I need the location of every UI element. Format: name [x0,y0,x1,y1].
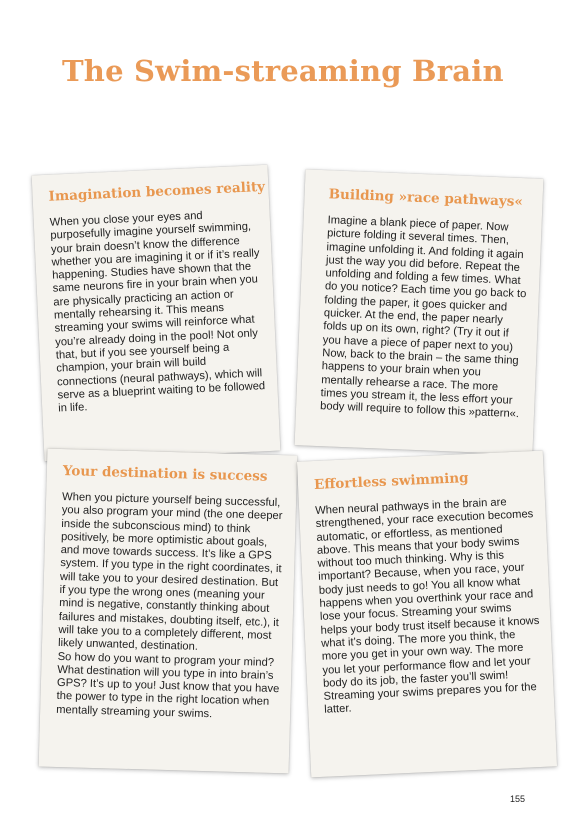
note-card-destination [39,449,298,774]
card-title: Building »race pathways« [328,186,524,211]
note-card-imagination [32,165,281,461]
card-body [50,207,269,416]
page-number: 155 [510,794,526,804]
card-paragraph: When neural pathways in the brain are strengthened, your race execution becomes automatic, or effortless, as mentioned above. This means that your body swims without too much thinking. Why is this important? Because, when you race, your body just needs to go! You all know what happens when you overthink your race and lose your focus. Streaming your swims helps your body trust itself because it knows what it’s doing. The more you think, the more you get in your own way. The more you let your performance flow and let your body do its job, the faster you’ll swim! Streaming your swims prepares you for the latter. [314,496,540,717]
card-paragraph: Imagine a blank piece of paper. Now picture folding it several times. Then, imagine unfolding it. And folding it again just the way you did before. Repeat the unfolding and folding a few times. What do you notice? Each time you go back to folding the paper, it goes quicker and quicker. At the end, the paper nearly folds up on its own, right? (Try it out if you have a piece of paper next to you) Now, back to the brain – the same thing happens to your brain when you mentally rehearse a race. The more times you stream it, the less effort your body will require to follow this »pattern«. [319,214,527,421]
page-title: The Swim-streaming Brain [62,54,504,88]
card-paragraph: When you picture yourself being successful, you also program your mind (the one deeper inside the subconscious mind) to think positively, be more optimistic about goals, and move towards success. It’s like a GPS system. If you type in the right coordinates, it will take you to your desired destination. But if you type the wrong ones (meaning your mind is negative, constantly thinking about failures and mistakes, doubting itself, etc.), it will take you to a completely different, most likely unwanted, destination. [57,491,283,654]
card-body [320,214,530,421]
note-card-race-pathways [295,169,544,454]
card-body [56,491,286,723]
card-paragraph: So how do you want to program your mind? What destination will you type in into brain’s GPS? It’s up to you! Just know that you have the power to type in the right location when mentally streaming your swims. [56,650,280,721]
card-title: Your destination is success [62,463,268,485]
card-title: Effortless swimming [313,469,469,493]
card-paragraph: When you close your eyes and purposefully imagine yourself swimming, your brain doesn’t know the difference whether you are imagining it or if it’s really happening. Studies have shown that the same neurons fire in your brain when you are physically practicing an action or mentally rehearsing it. This means streaming your swims will reinforce what you’re already doing in the pool! Not only that, but if you see yourself being a champion, your brain will build connections (neural pathways), which will serve as a blueprint waiting to be followed in life. [49,209,266,415]
card-body [315,495,544,718]
note-card-effortless [297,451,557,778]
card-title: Imagination becomes reality [48,178,266,205]
